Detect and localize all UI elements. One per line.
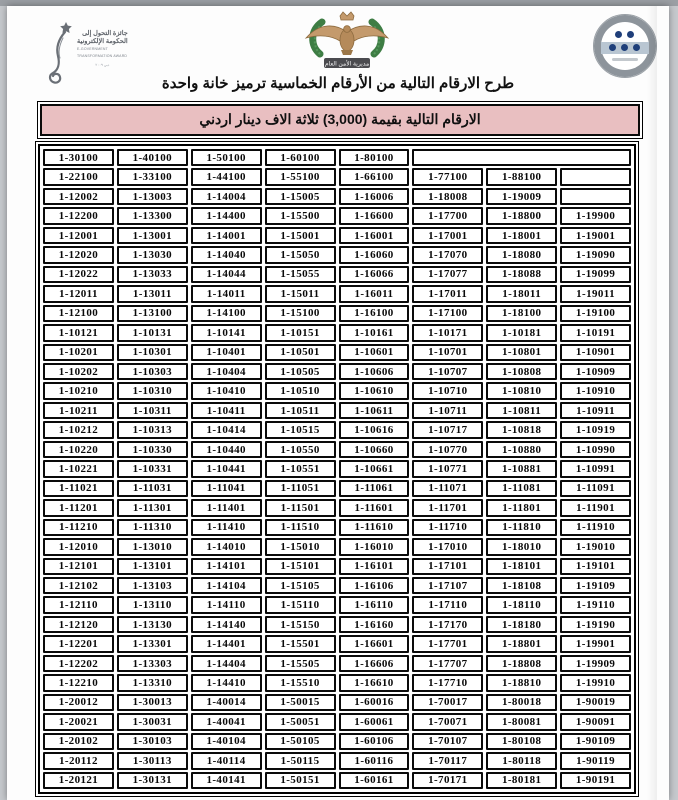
number-cell: 1-10616	[339, 421, 410, 438]
number-cell: 1-17011	[412, 285, 483, 302]
number-cell: 1-16006	[339, 188, 410, 205]
number-cell: 1-10131	[117, 324, 188, 341]
number-cell: 1-18800	[486, 207, 557, 224]
number-cell: 1-80181	[486, 772, 557, 789]
number-cell: 1-11310	[117, 519, 188, 536]
number-cell: 1-18801	[486, 635, 557, 652]
number-cell: 1-10202	[43, 363, 114, 380]
number-cell: 1-14140	[191, 616, 262, 633]
number-cell: 1-10901	[560, 344, 631, 361]
number-cell: 1-15150	[265, 616, 336, 633]
number-cell: 1-14100	[191, 305, 262, 322]
number-cell: 1-13301	[117, 635, 188, 652]
number-cell: 1-10810	[486, 382, 557, 399]
number-cell: 1-11810	[486, 519, 557, 536]
numbers-table	[35, 141, 639, 797]
number-cell: 1-11071	[412, 480, 483, 497]
public-security-emblem	[294, 8, 400, 72]
number-cell: 1-15050	[265, 246, 336, 263]
number-cell: 1-20021	[43, 713, 114, 730]
number-cell: 1-60161	[339, 772, 410, 789]
number-cell: 1-40114	[191, 752, 262, 769]
number-cell: 1-19901	[560, 635, 631, 652]
number-cell: 1-11701	[412, 499, 483, 516]
number-cell: 1-10919	[560, 421, 631, 438]
number-cell: 1-10910	[560, 382, 631, 399]
number-cell: 1-10808	[486, 363, 557, 380]
number-cell: 1-11061	[339, 480, 410, 497]
number-cell: 1-30031	[117, 713, 188, 730]
number-cell: 1-10991	[560, 460, 631, 477]
number-cell: 1-10161	[339, 324, 410, 341]
number-cell: 1-18180	[486, 616, 557, 633]
number-cell: 1-10211	[43, 402, 114, 419]
number-cell: 1-10410	[191, 382, 262, 399]
number-cell: 1-70117	[412, 752, 483, 769]
number-cell: 1-18008	[412, 188, 483, 205]
number-cell: 1-10331	[117, 460, 188, 477]
number-cell: 1-12002	[43, 188, 114, 205]
number-cell: 1-16110	[339, 596, 410, 613]
number-cell: 1-10911	[560, 402, 631, 419]
number-cell: 1-10770	[412, 441, 483, 458]
price-banner	[37, 101, 643, 139]
number-cell: 1-10880	[486, 441, 557, 458]
number-cell: 1-15001	[265, 227, 336, 244]
number-cell: 1-50051	[265, 713, 336, 730]
number-cell: 1-15105	[265, 577, 336, 594]
number-cell: 1-70017	[412, 694, 483, 711]
number-cell: 1-13100	[117, 305, 188, 322]
seal-dot	[621, 44, 628, 51]
seal-dot	[609, 44, 616, 51]
number-cell: 1-11401	[191, 499, 262, 516]
number-cell: 1-19101	[560, 558, 631, 575]
number-cell: 1-10881	[486, 460, 557, 477]
number-cell: 1-90191	[560, 772, 631, 789]
number-cell: 1-15501	[265, 635, 336, 652]
number-cell: 1-14010	[191, 538, 262, 555]
number-cell: 1-80100	[339, 149, 410, 166]
number-cell: 1-16060	[339, 246, 410, 263]
number-cell: 1-14011	[191, 285, 262, 302]
number-cell: 1-90019	[560, 694, 631, 711]
number-cell: 1-11510	[265, 519, 336, 536]
number-cell: 1-18011	[486, 285, 557, 302]
number-cell: 1-19011	[560, 285, 631, 302]
number-cell: 1-18808	[486, 655, 557, 672]
number-cell: 1-11901	[560, 499, 631, 516]
number-cell: 1-60016	[339, 694, 410, 711]
number-cell: 1-10141	[191, 324, 262, 341]
number-cell: 1-11091	[560, 480, 631, 497]
number-cell: 1-12102	[43, 577, 114, 594]
number-cell: 1-19010	[560, 538, 631, 555]
number-cell: 1-10212	[43, 421, 114, 438]
number-cell: 1-13011	[117, 285, 188, 302]
number-cell: 1-10661	[339, 460, 410, 477]
number-cell: 1-14004	[191, 188, 262, 205]
number-cell: 1-19001	[560, 227, 631, 244]
number-cell: 1-30013	[117, 694, 188, 711]
number-cell: 1-14044	[191, 266, 262, 283]
number-cell: 1-30103	[117, 733, 188, 750]
number-cell: 1-10221	[43, 460, 114, 477]
number-cell: 1-15110	[265, 596, 336, 613]
number-cell: 1-10717	[412, 421, 483, 438]
number-cell: 1-12011	[43, 285, 114, 302]
number-cell: 1-10414	[191, 421, 262, 438]
number-cell	[412, 149, 631, 166]
number-cell: 1-17010	[412, 538, 483, 555]
number-cell: 1-20112	[43, 752, 114, 769]
number-cell: 1-19009	[486, 188, 557, 205]
number-cell: 1-10811	[486, 402, 557, 419]
number-cell: 1-17707	[412, 655, 483, 672]
number-cell: 1-17110	[412, 596, 483, 613]
number-cell: 1-80108	[486, 733, 557, 750]
number-cell: 1-14101	[191, 558, 262, 575]
number-cell: 1-11610	[339, 519, 410, 536]
number-cell: 1-17070	[412, 246, 483, 263]
number-cell: 1-50100	[191, 149, 262, 166]
number-cell: 1-10310	[117, 382, 188, 399]
number-cell: 1-10818	[486, 421, 557, 438]
number-cell: 1-90109	[560, 733, 631, 750]
number-cell: 1-11041	[191, 480, 262, 497]
number-cell: 1-30131	[117, 772, 188, 789]
number-cell: 1-10171	[412, 324, 483, 341]
number-cell: 1-15510	[265, 674, 336, 691]
number-cell: 1-10411	[191, 402, 262, 419]
number-cell: 1-60116	[339, 752, 410, 769]
number-cell: 1-10701	[412, 344, 483, 361]
number-cell: 1-55100	[265, 168, 336, 185]
number-cell: 1-19190	[560, 616, 631, 633]
number-cell: 1-12020	[43, 246, 114, 263]
number-cell: 1-16066	[339, 266, 410, 283]
number-cell: 1-10551	[265, 460, 336, 477]
number-cell: 1-10505	[265, 363, 336, 380]
number-cell: 1-12010	[43, 538, 114, 555]
number-cell: 1-70171	[412, 772, 483, 789]
number-cell: 1-13101	[117, 558, 188, 575]
public-security-emblem-icon	[294, 8, 400, 72]
number-cell: 1-11601	[339, 499, 410, 516]
number-cell: 1-19100	[560, 305, 631, 322]
number-cell: 1-13103	[117, 577, 188, 594]
number-cell: 1-70071	[412, 713, 483, 730]
number-cell: 1-19910	[560, 674, 631, 691]
number-cell: 1-10606	[339, 363, 410, 380]
number-cell: 1-10711	[412, 402, 483, 419]
number-cell: 1-13010	[117, 538, 188, 555]
number-cell: 1-10511	[265, 402, 336, 419]
number-cell: 1-10201	[43, 344, 114, 361]
seal-dot	[615, 31, 622, 38]
number-cell: 1-19090	[560, 246, 631, 263]
number-cell: 1-10801	[486, 344, 557, 361]
number-cell: 1-10441	[191, 460, 262, 477]
number-cell: 1-14410	[191, 674, 262, 691]
number-cell: 1-15505	[265, 655, 336, 672]
number-cell: 1-70107	[412, 733, 483, 750]
number-cell: 1-17170	[412, 616, 483, 633]
number-cell: 1-18088	[486, 266, 557, 283]
number-cell: 1-12022	[43, 266, 114, 283]
number-cell	[560, 168, 631, 185]
number-cell: 1-16600	[339, 207, 410, 224]
number-cell: 1-11021	[43, 480, 114, 497]
number-cell: 1-50015	[265, 694, 336, 711]
ministry-seal-logo	[593, 14, 657, 78]
number-cell: 1-16101	[339, 558, 410, 575]
number-cell: 1-19900	[560, 207, 631, 224]
number-cell: 1-11301	[117, 499, 188, 516]
number-cell: 1-18010	[486, 538, 557, 555]
number-cell: 1-10313	[117, 421, 188, 438]
number-cell: 1-13033	[117, 266, 188, 283]
number-cell: 1-13110	[117, 596, 188, 613]
number-cell: 1-15500	[265, 207, 336, 224]
number-cell: 1-17001	[412, 227, 483, 244]
number-cell: 1-77100	[412, 168, 483, 185]
number-cell: 1-14040	[191, 246, 262, 263]
document-page	[7, 6, 669, 800]
number-cell: 1-16010	[339, 538, 410, 555]
number-cell: 1-10771	[412, 460, 483, 477]
public-security-caption: مديرية الأمن العام	[324, 61, 370, 68]
number-cell: 1-12100	[43, 305, 114, 322]
number-cell: 1-14400	[191, 207, 262, 224]
number-cell: 1-10611	[339, 402, 410, 419]
number-cell: 1-20102	[43, 733, 114, 750]
number-cell: 1-30100	[43, 149, 114, 166]
number-cell: 1-50151	[265, 772, 336, 789]
number-cell: 1-66100	[339, 168, 410, 185]
number-cell: 1-14404	[191, 655, 262, 672]
number-cell: 1-40141	[191, 772, 262, 789]
egov-award-line-ar-1: جائزة التحول إلى	[82, 30, 128, 37]
number-cell: 1-11410	[191, 519, 262, 536]
number-cell: 1-11501	[265, 499, 336, 516]
number-cell: 1-15010	[265, 538, 336, 555]
number-cell: 1-88100	[486, 168, 557, 185]
number-cell: 1-16160	[339, 616, 410, 633]
number-cell: 1-13001	[117, 227, 188, 244]
page-title: طرح الارقام التالية من الأرقام الخماسية ترميز خانة واحدة	[161, 75, 515, 92]
number-cell: 1-30113	[117, 752, 188, 769]
number-cell: 1-15101	[265, 558, 336, 575]
number-cell: 1-11910	[560, 519, 631, 536]
number-cell: 1-14001	[191, 227, 262, 244]
number-cell: 1-12001	[43, 227, 114, 244]
number-cell: 1-10330	[117, 441, 188, 458]
number-cell: 1-16606	[339, 655, 410, 672]
number-cell: 1-11031	[117, 480, 188, 497]
number-cell: 1-10311	[117, 402, 188, 419]
number-cell: 1-60100	[265, 149, 336, 166]
number-cell: 1-16011	[339, 285, 410, 302]
number-cell: 1-12200	[43, 207, 114, 224]
number-cell: 1-17107	[412, 577, 483, 594]
number-cell: 1-11051	[265, 480, 336, 497]
number-cell: 1-13310	[117, 674, 188, 691]
number-cell: 1-90119	[560, 752, 631, 769]
number-cell: 1-44100	[191, 168, 262, 185]
number-cell: 1-10301	[117, 344, 188, 361]
number-cell: 1-12210	[43, 674, 114, 691]
number-cell: 1-80018	[486, 694, 557, 711]
number-cell: 1-10151	[265, 324, 336, 341]
number-cell: 1-11801	[486, 499, 557, 516]
number-cell: 1-17710	[412, 674, 483, 691]
number-cell: 1-16001	[339, 227, 410, 244]
number-cell: 1-18100	[486, 305, 557, 322]
number-cell: 1-15055	[265, 266, 336, 283]
number-cell: 1-12201	[43, 635, 114, 652]
number-cell: 1-40100	[117, 149, 188, 166]
number-cell: 1-50115	[265, 752, 336, 769]
numbers-grid	[38, 144, 636, 794]
number-cell: 1-50105	[265, 733, 336, 750]
number-cell: 1-10501	[265, 344, 336, 361]
seal-small-text	[612, 58, 638, 61]
number-cell: 1-15011	[265, 285, 336, 302]
number-cell: 1-12101	[43, 558, 114, 575]
number-cell: 1-18810	[486, 674, 557, 691]
number-cell: 1-13303	[117, 655, 188, 672]
number-cell: 1-20121	[43, 772, 114, 789]
number-cell: 1-12110	[43, 596, 114, 613]
number-cell: 1-15005	[265, 188, 336, 205]
number-cell: 1-40041	[191, 713, 262, 730]
number-cell: 1-18080	[486, 246, 557, 263]
number-cell: 1-10303	[117, 363, 188, 380]
number-cell: 1-14110	[191, 596, 262, 613]
number-cell: 1-10121	[43, 324, 114, 341]
number-cell: 1-10181	[486, 324, 557, 341]
number-cell: 1-11710	[412, 519, 483, 536]
number-cell: 1-11201	[43, 499, 114, 516]
number-cell: 1-16610	[339, 674, 410, 691]
number-cell: 1-10909	[560, 363, 631, 380]
seal-dot	[633, 44, 640, 51]
number-cell: 1-10220	[43, 441, 114, 458]
number-cell: 1-17077	[412, 266, 483, 283]
number-cell: 1-80118	[486, 752, 557, 769]
number-cell: 1-11210	[43, 519, 114, 536]
number-cell: 1-80081	[486, 713, 557, 730]
number-cell: 1-17100	[412, 305, 483, 322]
number-cell: 1-18108	[486, 577, 557, 594]
number-cell: 1-10510	[265, 382, 336, 399]
number-cell: 1-10404	[191, 363, 262, 380]
number-cell: 1-40104	[191, 733, 262, 750]
number-cell: 1-14401	[191, 635, 262, 652]
number-cell: 1-10610	[339, 382, 410, 399]
number-cell: 1-10210	[43, 382, 114, 399]
seal-dot	[627, 31, 634, 38]
number-cell: 1-40014	[191, 694, 262, 711]
number-cell: 1-17701	[412, 635, 483, 652]
number-cell: 1-10660	[339, 441, 410, 458]
number-cell: 1-10990	[560, 441, 631, 458]
number-cell: 1-10707	[412, 363, 483, 380]
price-banner-text: الارقام التالية بقيمة (3,000) ثلاثة الاف دينار اردني	[40, 104, 640, 136]
number-cell	[560, 188, 631, 205]
number-cell: 1-13130	[117, 616, 188, 633]
number-cell: 1-18001	[486, 227, 557, 244]
number-cell: 1-90091	[560, 713, 631, 730]
number-cell: 1-11081	[486, 480, 557, 497]
number-cell: 1-12120	[43, 616, 114, 633]
number-cell: 1-22100	[43, 168, 114, 185]
number-cell: 1-10550	[265, 441, 336, 458]
number-cell: 1-17101	[412, 558, 483, 575]
number-cell: 1-16100	[339, 305, 410, 322]
egov-award-line-en-1: E-GOVERNMENT	[77, 47, 108, 51]
number-cell: 1-19909	[560, 655, 631, 672]
number-cell: 1-17700	[412, 207, 483, 224]
number-cell: 1-13003	[117, 188, 188, 205]
number-cell: 1-13300	[117, 207, 188, 224]
number-cell: 1-16601	[339, 635, 410, 652]
egov-award-line-ar-2: الحكومة الإلكترونية	[77, 37, 128, 45]
number-cell: 1-10515	[265, 421, 336, 438]
number-cell: 1-33100	[117, 168, 188, 185]
number-cell: 1-15100	[265, 305, 336, 322]
number-cell: 1-13030	[117, 246, 188, 263]
number-cell: 1-10191	[560, 324, 631, 341]
number-cell: 1-10401	[191, 344, 262, 361]
number-cell: 1-12202	[43, 655, 114, 672]
number-cell: 1-10440	[191, 441, 262, 458]
number-cell: 1-14104	[191, 577, 262, 594]
number-cell: 1-60106	[339, 733, 410, 750]
number-cell: 1-60061	[339, 713, 410, 730]
number-cell: 1-18110	[486, 596, 557, 613]
number-cell: 1-16106	[339, 577, 410, 594]
number-cell: 1-19109	[560, 577, 631, 594]
egov-award-date: دبي ٢٠٠٩	[95, 63, 110, 67]
number-cell: 1-10601	[339, 344, 410, 361]
egov-award-line-en-2: TRANSFORMATION AWARD	[77, 53, 128, 58]
number-cell: 1-19110	[560, 596, 631, 613]
number-cell: 1-20012	[43, 694, 114, 711]
number-cell: 1-18101	[486, 558, 557, 575]
number-cell: 1-10710	[412, 382, 483, 399]
number-cell: 1-19099	[560, 266, 631, 283]
